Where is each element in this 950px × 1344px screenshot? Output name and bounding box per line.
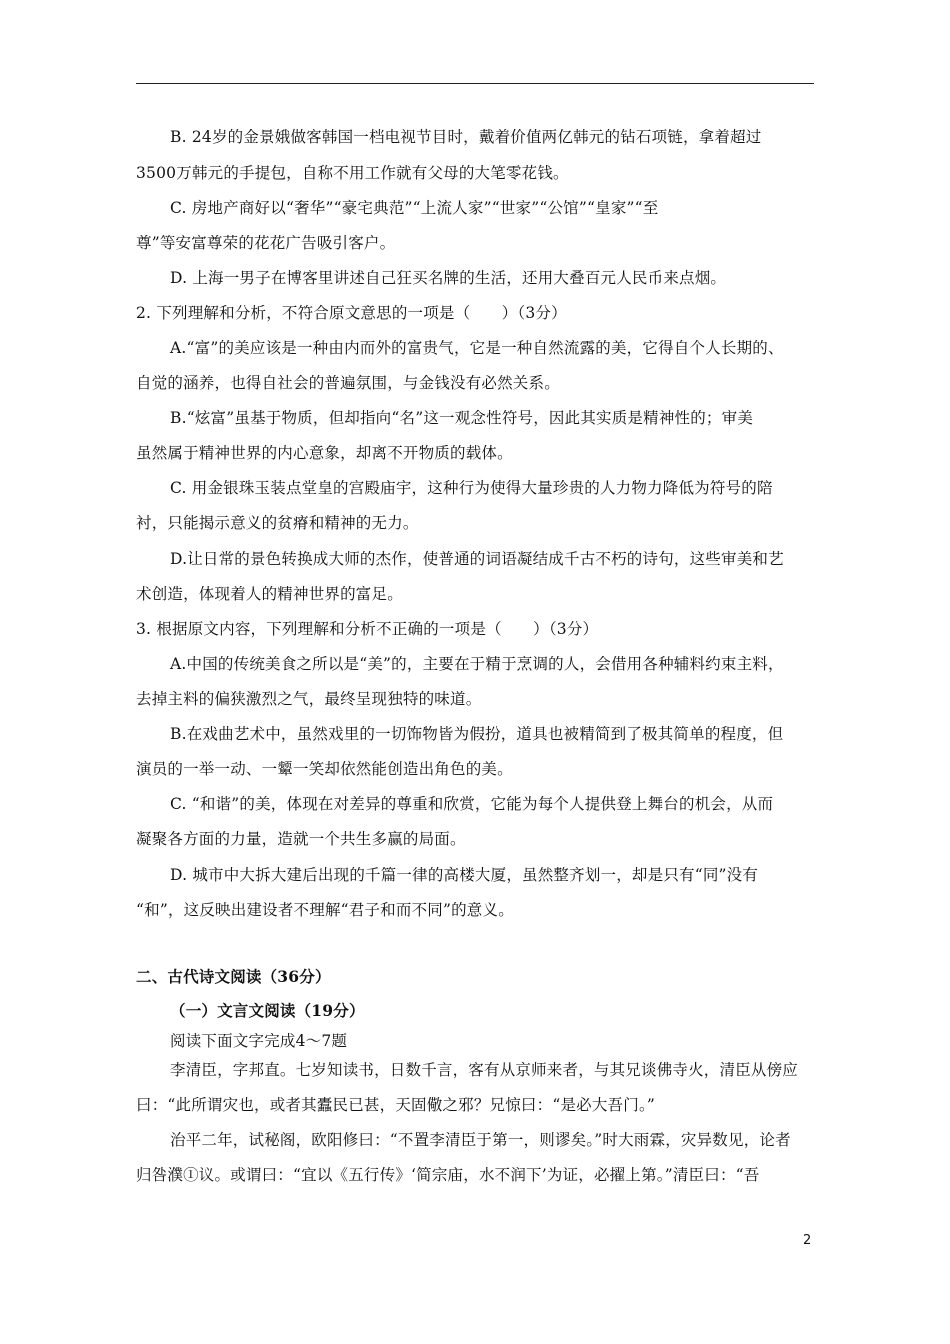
option-2b: B.“炫富”虽基于物质，但却指向“名”这一观念性符号，因此其实质是精神性的；审美 [170,409,754,427]
option-2c: C. 用金银珠玉装点堂皇的宫殿庙宇，这种行为使得大量珍贵的人力物力降低为符号的陪 [170,479,773,497]
passage-line: 治平二年，试秘阁，欧阳修曰：“不置李清臣于第一，则谬矣。”时大雨霖，灾异数见，论者 [170,1131,791,1149]
text-line: D. 上海一男子在博客里讲述自己狂买名牌的生活，还用大叠百元人民币来点烟。 [170,269,727,287]
passage-line: 李清臣，字邦直。七岁知读书，日数千言，客有从京师来者，与其兄谈佛寺火，清臣从傍应 [170,1061,799,1079]
text-line: 虽然属于精神世界的内心意象，却离不开物质的载体。 [136,444,513,462]
passage-line: 归咎濮①议。或谓曰：“宜以《五行传》‘简宗庙，水不润下’为证，必擢上第。”清臣曰：“吾 [136,1166,760,1184]
subsection-heading: （一）文言文阅读（19分） [170,1001,365,1020]
instruction-line: 阅读下面文字完成4～7题 [170,1032,348,1050]
text-line: 去掉主料的偏狭激烈之气，最终呈现独特的味道。 [136,690,482,708]
text-line: 3500万韩元的手提包，自称不用工作就有父母的大笔零花钱。 [136,164,569,182]
text-line: 术创造，体现着人的精神世界的富足。 [136,585,403,603]
question-3: 3. 根据原文内容，下列理解和分析不正确的一项是（ ）（3分） [136,620,599,638]
text-line: 凝聚各方面的力量，造就一个共生多赢的局面。 [136,830,466,848]
option-3b: B.在戏曲艺术中，虽然戏里的一切饰物皆为假扮，道具也被精简到了极其简单的程度，但 [170,725,784,743]
page-number: 2 [803,1233,812,1248]
text-line: 衬，只能揭示意义的贫瘠和精神的无力。 [136,514,419,532]
option-2a: A.“富”的美应该是一种由内而外的富贵气，它是一种自然流露的美，它得自个人长期的、 [170,339,784,357]
text-line: “和”，这反映出建设者不理解“君子和而不同”的意义。 [136,901,514,919]
header-rule [136,83,814,84]
passage-line: 曰：“此所谓灾也，或者其蠹民已甚，天固儆之邪？兄惊曰：“是必大吾门。” [136,1096,656,1114]
text-line: 尊”等安富尊荣的花花广告吸引客户。 [136,234,396,252]
section-heading: 二、古代诗文阅读（36分） [136,967,331,986]
text-line: 自觉的涵养，也得自社会的普遍氛围，与金钱没有必然关系。 [136,374,560,392]
option-3d: D. 城市中大拆大建后出现的千篇一律的高楼大厦，虽然整齐划一，却是只有“同”没有 [170,866,759,884]
text-line: C. 房地产商好以“奢华”“豪宅典范”“上流人家”“世家”“公馆”“皇家”“至 [170,199,659,217]
text-line: B. 24岁的金景娥做客韩国一档电视节目时，戴着价值两亿韩元的钻石项链，拿着超过 [170,128,762,146]
option-3a: A.中国的传统美食之所以是“美”的，主要在于精于烹调的人，会借用各种辅料约束主料， [170,655,784,673]
question-2: 2. 下列理解和分析，不符合原文意思的一项是（ ）（3分） [136,304,567,322]
option-3c: C. “和谐”的美，体现在对差异的尊重和欣赏，它能为每个人提供登上舞台的机会，从而 [170,795,774,813]
text-line: 演员的一举一动、一颦一笑却依然能创造出角色的美。 [136,760,513,778]
option-2d: D.让日常的景色转换成大师的杰作，使普通的词语凝结成千古不朽的诗句，这些审美和艺 [170,550,784,568]
